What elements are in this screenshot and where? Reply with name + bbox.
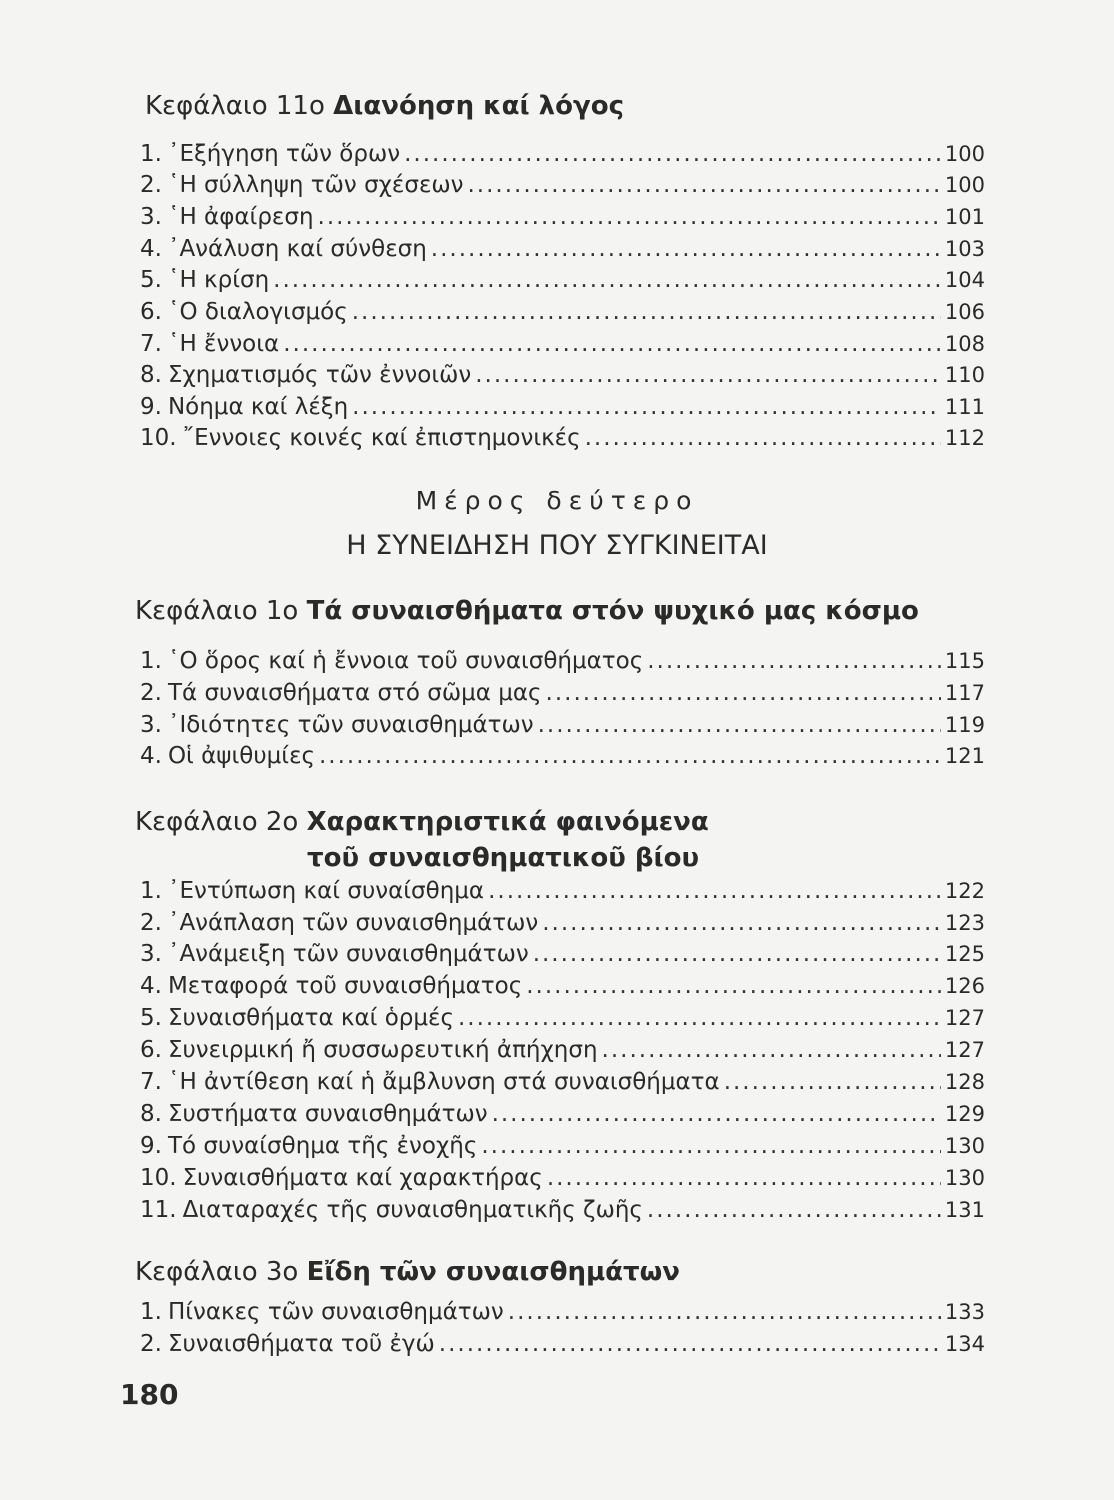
chapter-2-title [135,806,709,874]
toc-entry-title: ῎Εννοιες κοινές καί ἐπιστημονικές [182,425,581,451]
dot-leader [458,1003,941,1033]
toc-entry-page: 134 [944,1332,985,1356]
toc-entry [140,1065,985,1097]
chapter-11-title [145,90,624,122]
chapter-2-name-line2: τοῦ συναισθηματικοῦ βίου [307,843,700,873]
dot-leader [352,392,941,422]
toc-entry-title: Συνειρμική ἤ συσσωρευτική ἀπήχηση [167,1037,598,1063]
dot-leader [431,234,941,264]
toc-entry [140,358,985,390]
toc-entry [140,390,985,422]
toc-entry [140,263,985,295]
toc-entry-title: ῾Η ἔννοια [167,331,280,357]
toc-entry-page: 129 [944,1102,985,1126]
toc-entry-page: 100 [944,142,985,166]
toc-entry [140,1001,985,1033]
toc-entry-page: 126 [944,974,985,998]
toc-entry [140,421,985,453]
toc-entry-number: 9. [140,1133,162,1159]
toc-entry-number: 3. [140,712,162,738]
toc-entry-page: 127 [944,1006,985,1030]
dot-leader [547,1163,941,1193]
toc-entry-number: 2. [140,172,162,198]
toc-entry-page: 127 [944,1038,985,1062]
toc-entry-title: ᾿Εξήγηση τῶν ὅρων [167,141,401,167]
toc-entry [140,874,985,906]
toc-entry-page: 122 [944,879,985,903]
toc-entry-number: 10. [140,425,177,451]
dot-leader [533,939,941,969]
toc-entry-number: 8. [140,1101,162,1127]
toc-entry-title: ᾿Εντύπωση καί συναίσθημα [167,878,485,904]
toc-entry [140,676,985,708]
toc-entry-number: 7. [140,331,162,357]
toc-entry-title: Συστήματα συναισθημάτων [167,1101,488,1127]
dot-leader [647,646,941,676]
chapter-3-name: Εἴδη τῶν συναισθημάτων [306,1257,680,1287]
toc-entry-number: 11. [140,1197,177,1223]
toc-entry-number: 1. [140,1299,162,1325]
toc-entry-title: Μεταφορά τοῦ συναισθήματος [167,973,523,999]
toc-entry-number: 4. [140,743,162,769]
dot-leader [526,971,941,1001]
part-label: Μέρος δεύτερο [415,486,699,515]
toc-entry-number: 3. [140,204,162,230]
toc-entry-number: 1. [140,648,162,674]
toc-entry-page: 133 [944,1300,985,1324]
toc-entry-page: 100 [944,173,985,197]
dot-leader [318,202,941,232]
dot-leader [404,139,941,169]
toc-entry [140,1033,985,1065]
dot-leader [475,360,941,390]
toc-entry [140,1129,985,1161]
toc-entry-page: 130 [944,1134,985,1158]
dot-leader [283,329,941,359]
toc-entry [140,168,985,200]
toc-entry-page: 130 [944,1166,985,1190]
chapter-1-title [135,595,919,627]
toc-entry [140,232,985,264]
toc-entry-number: 6. [140,299,162,325]
toc-entry [140,739,985,771]
dot-leader [319,741,941,771]
toc-entry-page: 128 [944,1070,985,1094]
toc-entry-title: ᾿Ανάλυση καί σύνθεση [167,236,427,262]
chapter-3-title [135,1256,680,1288]
toc-entry-number: 5. [140,1005,162,1031]
dot-leader [508,1297,941,1327]
toc-entry-number: 7. [140,1069,162,1095]
toc-entry-title: ᾿Ανάμειξη τῶν συναισθημάτων [167,941,529,967]
dot-leader [602,1035,941,1065]
dot-leader [488,876,941,906]
part-title: Η ΣΥΝΕΙΔΗΣΗ ΠΟΥ ΣΥΓΚΙΝΕΙΤΑΙ [346,530,768,561]
toc-entry [140,1193,985,1225]
toc-entry-page: 103 [944,237,985,261]
toc-entry-page: 111 [944,395,985,419]
toc-entry-title: ῾Η σύλληψη τῶν σχέσεων [167,172,464,198]
toc-entry [140,1327,985,1359]
chapter-11-prefix: Κεφάλαιο 11ο [145,91,325,121]
dot-leader [467,170,940,200]
toc-entry-page: 110 [944,363,985,387]
toc-entry-number: 5. [140,267,162,293]
toc-entry-title: ᾿Ιδιότητες τῶν συναισθημάτων [167,712,534,738]
toc-entry-page: 108 [944,332,985,356]
toc-entry-page: 123 [944,911,985,935]
chapter-2-name: Χαρακτηριστικά φαινόμενα [306,807,709,837]
toc-entry-page: 131 [944,1198,985,1222]
toc-entry-number: 3. [140,941,162,967]
toc-entry-title: Συναισθήματα καί χαρακτήρας [182,1165,543,1191]
toc-entry-title: Σχηματισμός τῶν ἐννοιῶν [167,362,472,388]
toc-entry-number: 8. [140,362,162,388]
dot-leader [439,1329,941,1359]
toc-entry-title: Διαταραχές τῆς συναισθηματικῆς ζωῆς [182,1197,643,1223]
toc-entry-number: 9. [140,394,162,420]
chapter-2-prefix: Κεφάλαιο 2ο [135,807,299,837]
chapter-3-prefix: Κεφάλαιο 3ο [135,1257,299,1287]
toc-entry-number: 2. [140,680,162,706]
dot-leader [492,1099,941,1129]
toc-entry-title: Οἱ ἀψιθυμίες [167,743,315,769]
toc-entry-page: 115 [944,649,985,673]
toc-entry [140,906,985,938]
toc-entry-number: 2. [140,1331,162,1357]
toc-entry-title: Συναισθήματα τοῦ ἐγώ [167,1331,435,1357]
toc-entry [140,137,985,169]
dot-leader [546,678,941,708]
dot-leader [352,297,941,327]
toc-entry-title: Πίνακες τῶν συναισθημάτων [167,1299,504,1325]
toc-entry [140,937,985,969]
toc-entry-title: ᾿Ανάπλαση τῶν συναισθημάτων [167,910,539,936]
toc-entry [140,295,985,327]
dot-leader [585,423,941,453]
toc-entry [140,708,985,740]
toc-entry-number: 4. [140,236,162,262]
dot-leader [481,1131,941,1161]
toc-entry-title: ῾Ο διαλογισμός [167,299,348,325]
toc-entry-title: ῾Ο ὅρος καί ἡ ἔννοια τοῦ συναισθήματος [167,648,644,674]
toc-entry [140,644,985,676]
chapter-1-prefix: Κεφάλαιο 1ο [135,596,299,626]
toc-entry [140,969,985,1001]
toc-entry-title: Νόημα καί λέξη [167,394,349,420]
toc-entry-number: 10. [140,1165,177,1191]
toc-entry-page: 101 [944,205,985,229]
toc-entry-title: Τό συναίσθημα τῆς ἐνοχῆς [167,1133,478,1159]
toc-entry-page: 119 [944,713,985,737]
toc-entry-title: ῾Η ἀντίθεση καί ἡ ἄμβλυνση στά συναισθήματα [167,1069,720,1095]
toc-entry-title: ῾Η κρίση [167,267,270,293]
toc-entry-title: ῾Η ἀφαίρεση [167,204,314,230]
toc-entry [140,1295,985,1327]
toc-entry [140,1161,985,1193]
toc-entry-page: 104 [944,268,985,292]
toc-entry-number: 2. [140,910,162,936]
toc-entry-page: 125 [944,942,985,966]
toc-entry-page: 112 [944,426,985,450]
toc-entry-number: 6. [140,1037,162,1063]
dot-leader [724,1067,941,1097]
page-number: 180 [120,1378,179,1411]
toc-entry [140,327,985,359]
toc-entry-page: 117 [944,681,985,705]
toc-entry-page: 121 [944,744,985,768]
toc-entry-number: 4. [140,973,162,999]
dot-leader [273,265,941,295]
toc-entry-number: 1. [140,878,162,904]
toc-entry-page: 106 [944,300,985,324]
dot-leader [542,908,941,938]
toc-entry [140,200,985,232]
toc-entry [140,1097,985,1129]
chapter-11-name: Διανόηση καί λόγος [333,91,624,121]
dot-leader [538,710,941,740]
toc-entry-title: Συναισθήματα καί ὁρμές [167,1005,454,1031]
chapter-1-name: Τά συναισθήματα στόν ψυχικό μας κόσμο [306,596,919,626]
toc-entry-number: 1. [140,141,162,167]
toc-entry-title: Τά συναισθήματα στό σῶμα μας [167,680,542,706]
dot-leader [647,1195,941,1225]
